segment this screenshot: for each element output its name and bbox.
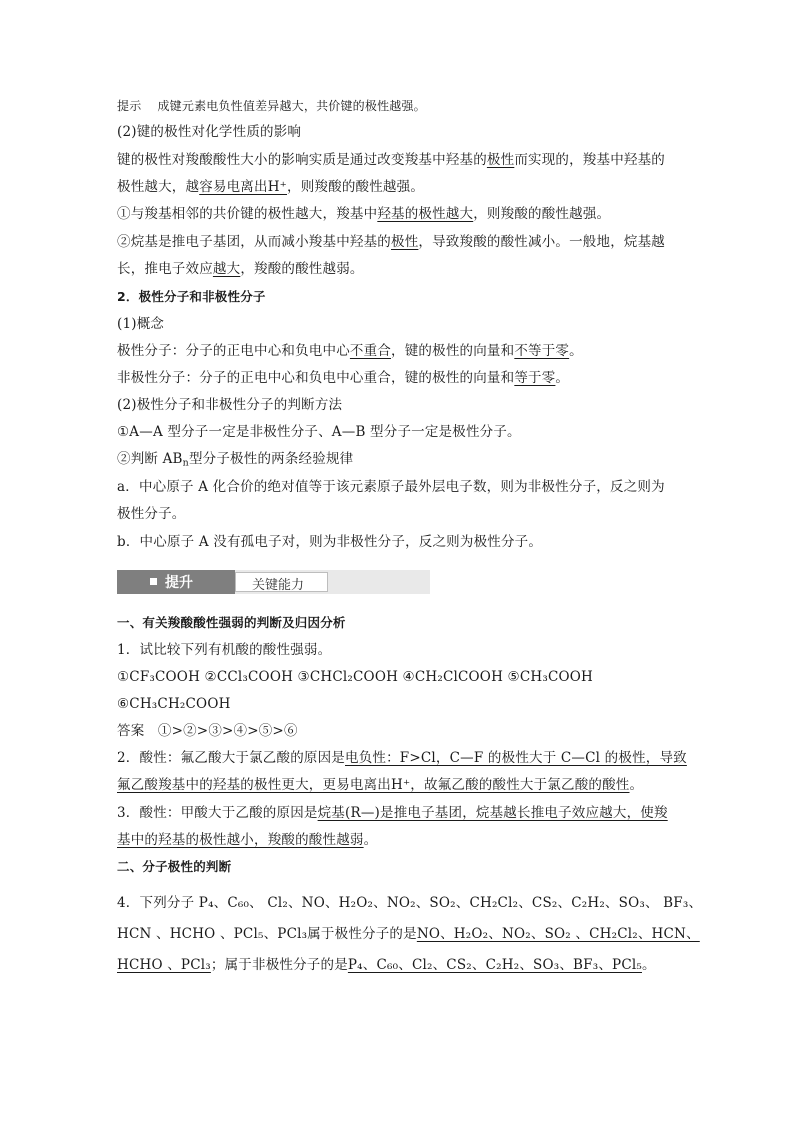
question-3-line2: 基中的羟基的极性越小，羧酸的酸性越弱。 xyxy=(117,832,378,848)
hint-text: 成键元素电负性值差异越大，共价键的极性越强。 xyxy=(157,99,426,113)
paragraph-line: 键的极性对羧酸酸性大小的影响实质是通过改变羧基中羟基的极性而实现的，羧基中羟基的 xyxy=(117,152,666,168)
section-title-bond-polarity-effect: (2)键的极性对化学性质的影响 xyxy=(117,124,302,140)
heading-molecular-polarity: 二、分子极性的判断 xyxy=(117,859,232,874)
rule-2: ②判断 $AB_n$型分子极性的两条经验规律 xyxy=(117,451,354,469)
question-1-items-2: ⑥CH₃CH₂COOH xyxy=(117,696,231,712)
paragraph-line: 极性越大，越容易电离出H⁺，则羧酸的酸性越强。 xyxy=(117,179,425,195)
section-banner xyxy=(117,570,430,594)
paragraph-line: ②烷基是推电子基团，从而减小羧基中羟基的极性，导致羧酸的酸性减小。一般地，烷基越 xyxy=(117,234,666,250)
heading-acid-strength: 一、有关羧酸酸性强弱的判断及归因分析 xyxy=(117,615,346,630)
question-2-line1: 2．酸性：氟乙酸大于氯乙酸的原因是电负性：F>Cl，C—F 的极性大于 C—Cl 的极性，导致 xyxy=(117,750,687,766)
question-4-line3: HCHO 、PCl₃；属于非极性分子的是P₄、C₆₀、Cl₂、CS₂、C₂H₂、SO₃、BF₃、PCl₅。 xyxy=(117,957,656,973)
rule-1: ①A—A 型分子一定是非极性分子、A—B 型分子一定是极性分子。 xyxy=(117,424,521,440)
question-1-items: ①CF₃COOH ②CCl₃COOH ③CHCl₂COOH ④CH₂ClCOOH ⑤CH₃COOH xyxy=(117,669,593,685)
rule-a-line2: 极性分子。 xyxy=(117,506,186,522)
hint-line xyxy=(117,96,426,116)
rule-b: b．中心原子 A 没有孤电子对，则为非极性分子，反之则为极性分子。 xyxy=(117,534,543,550)
banner-label-improve: 提升 xyxy=(165,575,193,591)
answer-label: 答案 xyxy=(117,723,145,739)
paragraph-line: ①与羧基相邻的共价键的极性越大，羧基中羟基的极性越大，则羧酸的酸性越强。 xyxy=(117,206,611,222)
question-4-line1: 4．下列分子 P₄、C₆₀、 Cl₂、NO、H₂O₂、NO₂、SO₂、CH₂Cl₂、CS₂、C₂H₂、SO₃、 BF₃、 xyxy=(117,895,703,911)
answer-text: ①>②>③>④>⑤>⑥ xyxy=(157,723,298,739)
question-1: 1．试比较下列有机酸的酸性强弱。 xyxy=(117,642,332,658)
subsection-method: (2)极性分子和非极性分子的判断方法 xyxy=(117,397,343,413)
subsection-concept: (1)概念 xyxy=(117,316,165,332)
banner-label-key-ability: 关键能力 xyxy=(252,578,305,593)
square-bullet-icon xyxy=(150,578,157,585)
polar-definition: 极性分子：分子的正电中心和负电中心不重合，键的极性的向量和不等于零。 xyxy=(117,343,583,359)
hint-label: 提示 xyxy=(117,99,142,113)
nonpolar-definition: 非极性分子：分子的正电中心和负电中心重合，键的极性的向量和等于零。 xyxy=(117,370,570,386)
rule-a-line1: a．中心原子 A 化合价的绝对值等于该元素原子最外层电子数，则为非极性分子，反之则为 xyxy=(117,479,665,495)
section-heading-polar-molecules: 2．极性分子和非极性分子 xyxy=(117,289,266,304)
question-4-line2: HCN 、HCHO 、PCl₅、PCl₃属于极性分子的是NO、H₂O₂、NO₂、SO₂ 、CH₂Cl₂、HCN、 xyxy=(117,926,700,942)
question-3-line1: 3．酸性：甲酸大于乙酸的原因是烷基(R—)是推电子基团，烷基越长推电子效应越大，使羧 xyxy=(117,805,668,821)
answer-line xyxy=(117,721,298,741)
paragraph-line: 长，推电子效应越大，羧酸的酸性越弱。 xyxy=(117,261,364,277)
question-2-line2: 氟乙酸羧基中的羟基的极性更大，更易电离出H⁺，故氟乙酸的酸性大于氯乙酸的酸性。 xyxy=(117,777,644,793)
